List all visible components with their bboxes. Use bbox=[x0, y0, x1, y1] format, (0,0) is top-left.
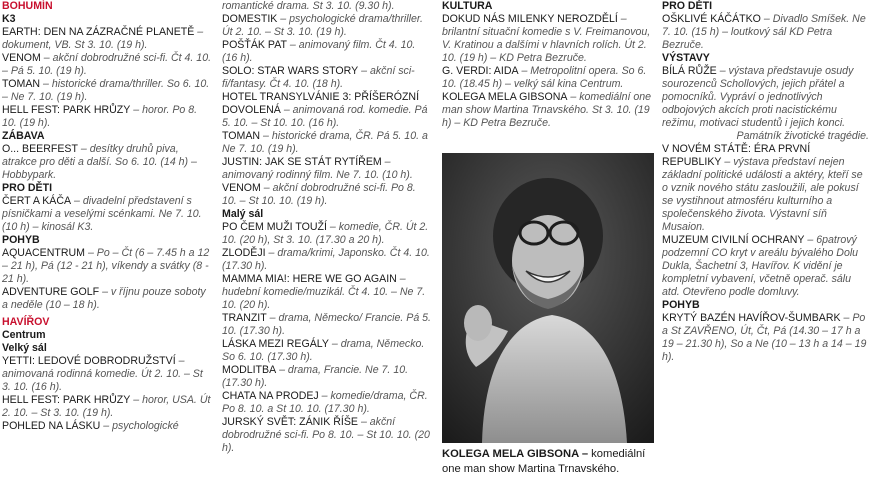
listing-desc: – drama/krimi, Japonsko. Čt 4. 10. (17.30 h). bbox=[222, 247, 430, 272]
hall-heading-maly-sal: Malý sál bbox=[222, 208, 264, 220]
listing-desc: – komedie, ČR. Út 2. 10. (20 h), St 3. 10. (17.30 a 20 h). bbox=[222, 221, 429, 246]
column-1 bbox=[2, 0, 214, 433]
listing-title: VENOM bbox=[2, 52, 41, 64]
listing-hotel-transylvanie bbox=[222, 91, 432, 130]
listing-desc: – desítky druhů piva, atrakce pro děti a další. So 6. 10. (14 h) – Hobbypark. bbox=[2, 143, 197, 181]
category-heading-kultura: KULTURA bbox=[442, 0, 493, 12]
listing-desc: – výstava představí nejen základní politické události a aktéry, kteří se o vznik nového státu zasloužili, ale pokusí se vystihnout atmosféru kulturního a společenského života. Výstavní síň Musaion. bbox=[662, 156, 863, 233]
listing-beerfest bbox=[2, 143, 214, 182]
listing-adventure-golf bbox=[2, 286, 214, 312]
listing-desc: – horor, USA. Út 2. 10. – St 3. 10. (19 h). bbox=[2, 394, 211, 419]
listing-desc: – drama, Francie. Ne 7. 10. (17.30 h). bbox=[222, 364, 409, 389]
listing-title: ČERT A KÁČA bbox=[2, 195, 72, 207]
listing-desc: – hudební komedie/muzikál. Čt 4. 10. – Ne 7. 10. (20 h). bbox=[222, 273, 426, 311]
listing-domestik bbox=[222, 13, 432, 39]
listing-desc: – horor. Po 8. 10. (19 h). bbox=[2, 104, 198, 129]
region-heading-havirov: HAVÍŘOV bbox=[2, 316, 50, 328]
listing-title: ADVENTURE GOLF bbox=[2, 286, 100, 298]
listing-title: BÍLÁ RŮŽE bbox=[662, 65, 717, 77]
listing-title: PO ČEM MUŽI TOUŽÍ bbox=[222, 221, 327, 233]
listing-modlitba bbox=[222, 364, 432, 390]
listing-venom bbox=[2, 52, 214, 78]
venue-heading-centrum: Centrum bbox=[2, 329, 46, 341]
listing-kolega-mela-gibsona bbox=[442, 91, 654, 130]
listing-desc: – akční dobrodružné sci-fi. Po 8. 10. – St 10. 10. (20 h). bbox=[222, 416, 430, 454]
listing-desc: – v říjnu pouze soboty a neděle (10 – 18 h). bbox=[2, 286, 206, 311]
listing-zlodeji bbox=[222, 247, 432, 273]
listing-desc: – historické drama/thriller. So 6. 10. – Ne 7. 10. (19 h). bbox=[2, 78, 210, 103]
listing-tranzit bbox=[222, 312, 432, 338]
listing-yetti bbox=[2, 355, 214, 394]
listing-desc: – animovaná rod. komedie. Pá 5. 10. – St 10. 10. (16 h). bbox=[222, 104, 428, 129]
category-heading-pro-deti: PRO DĚTI bbox=[2, 182, 53, 194]
listing-title: MODLITBA bbox=[222, 364, 277, 376]
performer-photo-image bbox=[442, 153, 654, 443]
listing-venue: Památník životické tragédie. bbox=[736, 130, 869, 142]
listing-title: MAMMA MIA!: HERE WE GO AGAIN bbox=[222, 273, 397, 285]
listing-desc: – Po a St ZAVŘENO, Út, Čt, Pá (14.30 – 17 h a 19 – 21.30 h), So a Ne (10 – 13 h a 14 – 19 h). bbox=[662, 312, 867, 363]
venue-heading-k3: K3 bbox=[2, 13, 16, 25]
listing-title: O... BEERFEST bbox=[2, 143, 78, 155]
listing-desc: – Metropolitní opera. So 6. 10. (18.45 h) – velký sál kina Centrum. bbox=[442, 65, 647, 90]
listing-title: TRANZIT bbox=[222, 312, 267, 324]
listing-laska-mezi-regaly bbox=[222, 338, 432, 364]
listing-desc: – výstava představuje osudy sourozenců Schollových, jejich přátel a pomocníků. Vypráví o jednotlivých odbojových akcích proti nacistickému režimu, motivaci studentů i jejich konci. bbox=[662, 65, 854, 129]
listing-desc: – psychologické bbox=[100, 420, 179, 432]
listing-desc: – akční sci-fi/fantasy. Čt 4. 10. (18 h). bbox=[222, 65, 415, 90]
listing-muzeum-civilni-ochrany bbox=[662, 234, 869, 299]
listing-postak-pat bbox=[222, 39, 432, 65]
listing-title: CHATA NA PRODEJ bbox=[222, 390, 319, 402]
listing-dokud-nas-milenky bbox=[442, 13, 654, 65]
listing-jursky-svet bbox=[222, 416, 432, 455]
listing-desc: – komedie/drama, ČR. Po 8. 10. a St 10. 10. (17.30 h). bbox=[222, 390, 428, 415]
listing-title: YETTI: LEDOVÉ DOBRODRUŽSTVÍ bbox=[2, 355, 176, 367]
hall-heading-velky-sal: Velký sál bbox=[2, 342, 47, 354]
listing-title: EARTH: DEN NA ZÁZRAČNÉ PLANETĚ bbox=[2, 26, 195, 38]
listing-desc: – akční dobrodružné sci-fi. Po 8. 10. – St 10. 10. (19 h). bbox=[222, 182, 416, 207]
region-heading-bohumin: BOHUMÍN bbox=[2, 0, 53, 12]
listing-desc: – akční dobrodružné sci-fi. Čt 4. 10. – Pá 5. 10. (19 h). bbox=[2, 52, 212, 77]
listing-toman bbox=[222, 130, 432, 156]
listing-continuation: romantické drama. St 3. 10. (9.30 h). bbox=[222, 0, 395, 12]
listing-mamma-mia bbox=[222, 273, 432, 312]
listing-justin bbox=[222, 156, 432, 182]
listing-po-cem-muzi-touzi bbox=[222, 221, 432, 247]
listing-chata-na-prodej bbox=[222, 390, 432, 416]
listing-title: JUSTIN: JAK SE STÁT RYTÍŘEM bbox=[222, 156, 382, 168]
caption-text: komediální one man show Martina Trnavského. bbox=[442, 448, 646, 475]
listing-toman bbox=[2, 78, 214, 104]
listing-title: HOTEL TRANSYLVÁNIE 3: PŘÍŠERÓZNÍ DOVOLENÁ bbox=[222, 91, 420, 116]
listing-title: V NOVÉM STÁTĚ: ÉRA PRVNÍ REPUBLIKY bbox=[662, 143, 811, 168]
listing-desc: – dokument, VB. St 3. 10. (19 h). bbox=[2, 26, 204, 51]
performer-photo bbox=[442, 153, 654, 443]
listing-v-novem-state bbox=[662, 143, 869, 234]
listing-cert-a-kaca bbox=[2, 195, 214, 234]
listing-title: ZLODĚJI bbox=[222, 247, 266, 259]
photo-caption bbox=[442, 447, 654, 477]
listing-title: MUZEUM CIVILNÍ OCHRANY bbox=[662, 234, 805, 246]
category-heading-vystavy: VÝSTAVY bbox=[662, 52, 710, 64]
listing-desc: – animovaný rodinný film. Ne 7. 10. (10 h). bbox=[222, 156, 413, 181]
listing-earth bbox=[2, 26, 214, 52]
category-heading-pohyb: POHYB bbox=[2, 234, 40, 246]
listing-desc: – psychologické drama/thriller. Út 2. 10. – St 3. 10. (19 h). bbox=[222, 13, 423, 38]
listing-desc: – drama, Německo. So 6. 10. (17.30 h). bbox=[222, 338, 425, 363]
listing-title: AQUACENTRUM bbox=[2, 247, 85, 259]
category-heading-zabava: ZÁBAVA bbox=[2, 130, 45, 142]
listing-desc: – 6patrový podzemní CO kryt v areálu bývalého Dolu Dukla, Šachetní 3, Havířov. K vidění je kompletní vybavení, včetně operač. sálu atd. Otevřeno podle domluvy. bbox=[662, 234, 859, 298]
listing-title: KRYTÝ BAZÉN HAVÍŘOV-ŠUMBARK bbox=[662, 312, 841, 324]
listing-title: KOLEGA MELA GIBSONA bbox=[442, 91, 568, 103]
listing-title: OŠKLIVÉ KÁČÁTKO bbox=[662, 13, 761, 25]
category-heading-pohyb: POHYB bbox=[662, 299, 700, 311]
column-3 bbox=[442, 0, 654, 130]
listing-title: VENOM bbox=[222, 182, 261, 194]
listing-desc: – Divadlo Smíšek. Ne 7. 10. (15 h) – loutkový sál KD Petra Bezruče. bbox=[662, 13, 866, 51]
listing-desc: – divadelní představení s písničkami a veselými scénkami. Ne 7. 10. (10 h) – kinosál K3. bbox=[2, 195, 202, 233]
listing-title: POHLED NA LÁSKU bbox=[2, 420, 101, 432]
listing-title: TOMAN bbox=[2, 78, 41, 90]
listing-aida bbox=[442, 65, 654, 91]
listing-title: JURSKÝ SVĚT: ZÁNIK ŘÍŠE bbox=[222, 416, 358, 428]
listing-desc: – animovaný film. Čt 4. 10. (16 h). bbox=[222, 39, 416, 64]
listing-desc: – historické drama, ČR. Pá 5. 10. a Ne 7. 10. (19 h). bbox=[222, 130, 428, 155]
column-2 bbox=[222, 0, 432, 455]
listing-title: TOMAN bbox=[222, 130, 261, 142]
listing-title: G. VERDI: AIDA bbox=[442, 65, 519, 77]
listing-hell-fest bbox=[2, 104, 214, 130]
listing-title: SOLO: STAR WARS STORY bbox=[222, 65, 359, 77]
listing-pohled-na-lasku bbox=[2, 420, 214, 433]
listing-kryty-bazen bbox=[662, 312, 869, 364]
listing-desc: – brilantní situační komedie s V. Freimanovou, V. Kratinou a dalšími v hlavních rolích. Út 2. 10. (19 h) – KD Petra Bezruče. bbox=[442, 13, 651, 64]
listing-aquacentrum bbox=[2, 247, 214, 286]
listing-desc: – Po – Čt (6 – 7.45 h a 12 – 21 h), Pá (12 - 21 h), víkendy a svátky (8 - 21 h). bbox=[2, 247, 210, 285]
listing-desc: – drama, Německo/ Francie. Pá 5. 10. (17.30 h). bbox=[222, 312, 432, 337]
listing-title: POŠŤÁK PAT bbox=[222, 39, 287, 51]
listing-title: HELL FEST: PARK HRŮZY bbox=[2, 394, 131, 406]
listing-desc: – animovaná rodinná komedie. Út 2. 10. – St 3. 10. (16 h). bbox=[2, 355, 203, 393]
caption-title: KOLEGA MELA GIBSONA – bbox=[442, 448, 589, 460]
listing-hell-fest-havirov bbox=[2, 394, 214, 420]
column-4 bbox=[662, 0, 869, 364]
listing-title: HELL FEST: PARK HRŮZY bbox=[2, 104, 131, 116]
listing-desc: – komediální one man show Martina Trnavského. St 3. 10. (19 h) – KD Petra Bezruče. bbox=[442, 91, 652, 129]
listing-title: DOMESTIK bbox=[222, 13, 278, 25]
listing-bila-ruze bbox=[662, 65, 869, 130]
listing-osklive-kacatko bbox=[662, 13, 869, 52]
listing-title: DOKUD NÁS MILENKY NEROZDĚLÍ bbox=[442, 13, 618, 25]
listing-title: LÁSKA MEZI REGÁLY bbox=[222, 338, 329, 350]
listing-solo bbox=[222, 65, 432, 91]
category-heading-pro-deti: PRO DĚTI bbox=[662, 0, 713, 12]
listing-venom bbox=[222, 182, 432, 208]
